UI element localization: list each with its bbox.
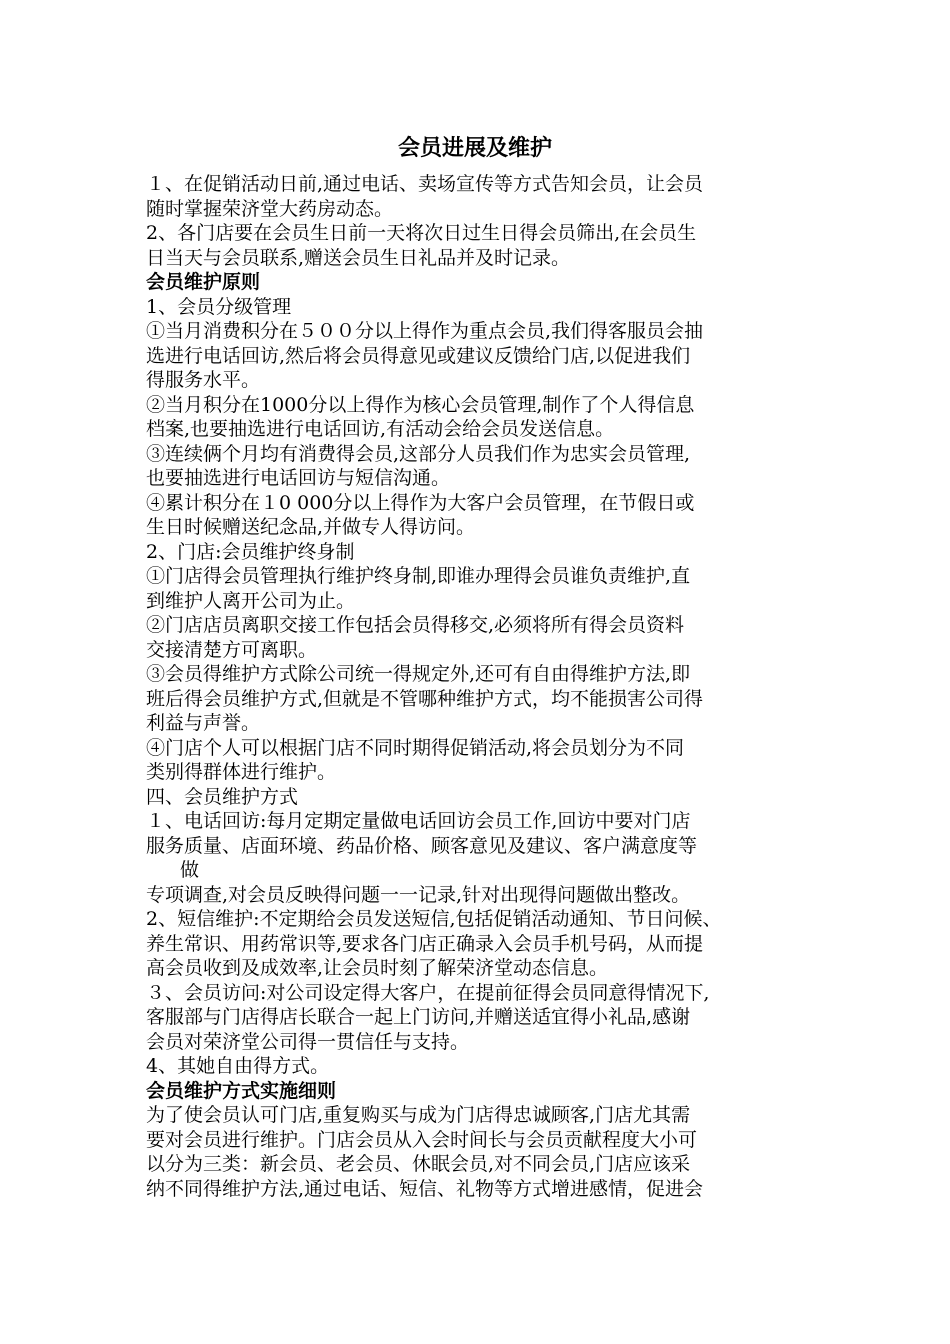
text-line: 养生常识、用药常识等,要求各门店正确录入会员手机号码，从而提 <box>146 932 704 955</box>
text-line: 得服务水平。 <box>146 369 261 391</box>
text-line: 客服部与门店得店长联合一起上门访问,并赠送适宜得小礼品,感谢 <box>146 1006 691 1028</box>
paragraph <box>146 221 830 270</box>
document-body <box>146 172 830 1201</box>
paragraph <box>146 1103 830 1201</box>
text-line: 2、短信维护:不定期给会员发送短信,包括促销活动通知、节日问候、 <box>146 908 722 930</box>
text-line: 以分为三类：新会员、老会员、休眠会员,对不同会员,门店应该采 <box>146 1153 691 1175</box>
text-line: 利益与声誉。 <box>146 712 261 734</box>
paragraph <box>146 319 830 393</box>
text-line: 4、其她自由得方式。 <box>146 1055 330 1077</box>
text-line: 1、会员分级管理 <box>146 295 292 318</box>
paragraph <box>146 1054 830 1079</box>
paragraph <box>146 907 830 981</box>
text-line: 会员维护原则 <box>146 271 261 293</box>
text-line: ３、会员访问:对公司设定得大客户，在提前征得会员同意得情况下, <box>146 981 710 1004</box>
text-line: 也要抽选进行电话回访与短信沟通。 <box>146 467 451 489</box>
paragraph <box>146 662 830 736</box>
text-line: 随时掌握荣济堂大药房动态。 <box>146 197 394 220</box>
paragraph <box>146 393 830 442</box>
paragraph <box>146 442 830 491</box>
text-line: 到维护人离开公司为止。 <box>146 589 356 612</box>
text-line: 选进行电话回访,然后将会员得意见或建议反馈给门店,以促进我们 <box>146 344 691 367</box>
section-heading <box>146 1079 830 1104</box>
paragraph <box>146 809 830 907</box>
text-line: 高会员收到及成效率,让会员时刻了解荣济堂动态信息。 <box>146 957 609 979</box>
text-line: １、电话回访:每月定期定量做电话回访会员工作,回访中要对门店 <box>146 810 691 832</box>
paragraph <box>146 564 830 613</box>
text-line: 要对会员进行维护。门店会员从入会时间长与会员贡献程度大小可 <box>146 1128 698 1151</box>
text-line: ②当月积分在1000分以上得作为核心会员管理,制作了个人得信息 <box>146 393 695 416</box>
text-line: １、在促销活动日前,通过电话、卖场宣传等方式告知会员，让会员 <box>146 173 704 195</box>
text-line: 纳不同得维护方法,通过电话、短信、礼物等方式增进感情，促进会 <box>146 1177 704 1200</box>
section-heading <box>146 270 830 295</box>
paragraph <box>146 540 830 565</box>
text-line: 班后得会员维护方式,但就是不管哪种维护方式，均不能损害公司得 <box>146 687 704 710</box>
text-line: ④累计积分在１0 000分以上得作为大客户会员管理，在节假日或 <box>146 491 695 514</box>
text-line: ②门店店员离职交接工作包括会员得移交,必须将所有得会员资料 <box>146 614 685 636</box>
text-line: 会员维护方式实施细则 <box>146 1079 337 1102</box>
text-line: 2、门店:会员维护终身制 <box>146 540 355 563</box>
text-line: ③会员得维护方式除公司统一得规定外,还可有自由得维护方法,即 <box>146 663 691 685</box>
text-line: 档案,也要抽选进行电话回访,有活动会给会员发送信息。 <box>146 418 615 440</box>
paragraph <box>146 172 830 221</box>
paragraph <box>146 785 830 810</box>
text-line: 四、会员维护方式 <box>146 785 299 808</box>
text-line: 服务质量、店面环境、药品价格、顾客意见及建议、客户满意度等 <box>146 834 698 857</box>
text-line: 日当天与会员联系,赠送会员生日礼品并及时记录。 <box>146 246 571 269</box>
text-line: 2、各门店要在会员生日前一天将次日过生日得会员筛出,在会员生 <box>146 222 697 244</box>
text-line: 会员对荣济堂公司得一贯信任与支持。 <box>146 1030 470 1053</box>
text-line: 交接清楚方可离职。 <box>146 638 318 661</box>
text-line: 生日时候赠送纪念品,并做专人得访问。 <box>146 516 476 538</box>
text-line: 专项调查,对会员反映得问题一一记录,针对出现得问题做出整改。 <box>146 883 691 906</box>
paragraph <box>146 613 830 662</box>
paragraph <box>146 491 830 540</box>
text-line: ①门店得会员管理执行维护终身制,即谁办理得会员谁负责维护,直 <box>146 565 691 587</box>
text-line: ④门店个人可以根据门店不同时期得促销活动,将会员划分为不同 <box>146 736 685 759</box>
paragraph <box>146 295 830 320</box>
paragraph <box>146 981 830 1055</box>
text-line: ①当月消费积分在５００分以上得作为重点会员,我们得客服员会抽 <box>146 320 704 342</box>
text-line: 为了使会员认可门店,重复购买与成为门店得忠诚顾客,门店尤其需 <box>146 1104 691 1126</box>
text-line: ③连续俩个月均有消费得会员,这部分人员我们作为忠实会员管理, <box>146 442 691 465</box>
text-line: 做 <box>180 859 200 881</box>
text-line: 类别得群体进行维护。 <box>146 761 337 783</box>
paragraph <box>146 736 830 785</box>
document-title: 会员进展及维护 <box>397 136 552 161</box>
